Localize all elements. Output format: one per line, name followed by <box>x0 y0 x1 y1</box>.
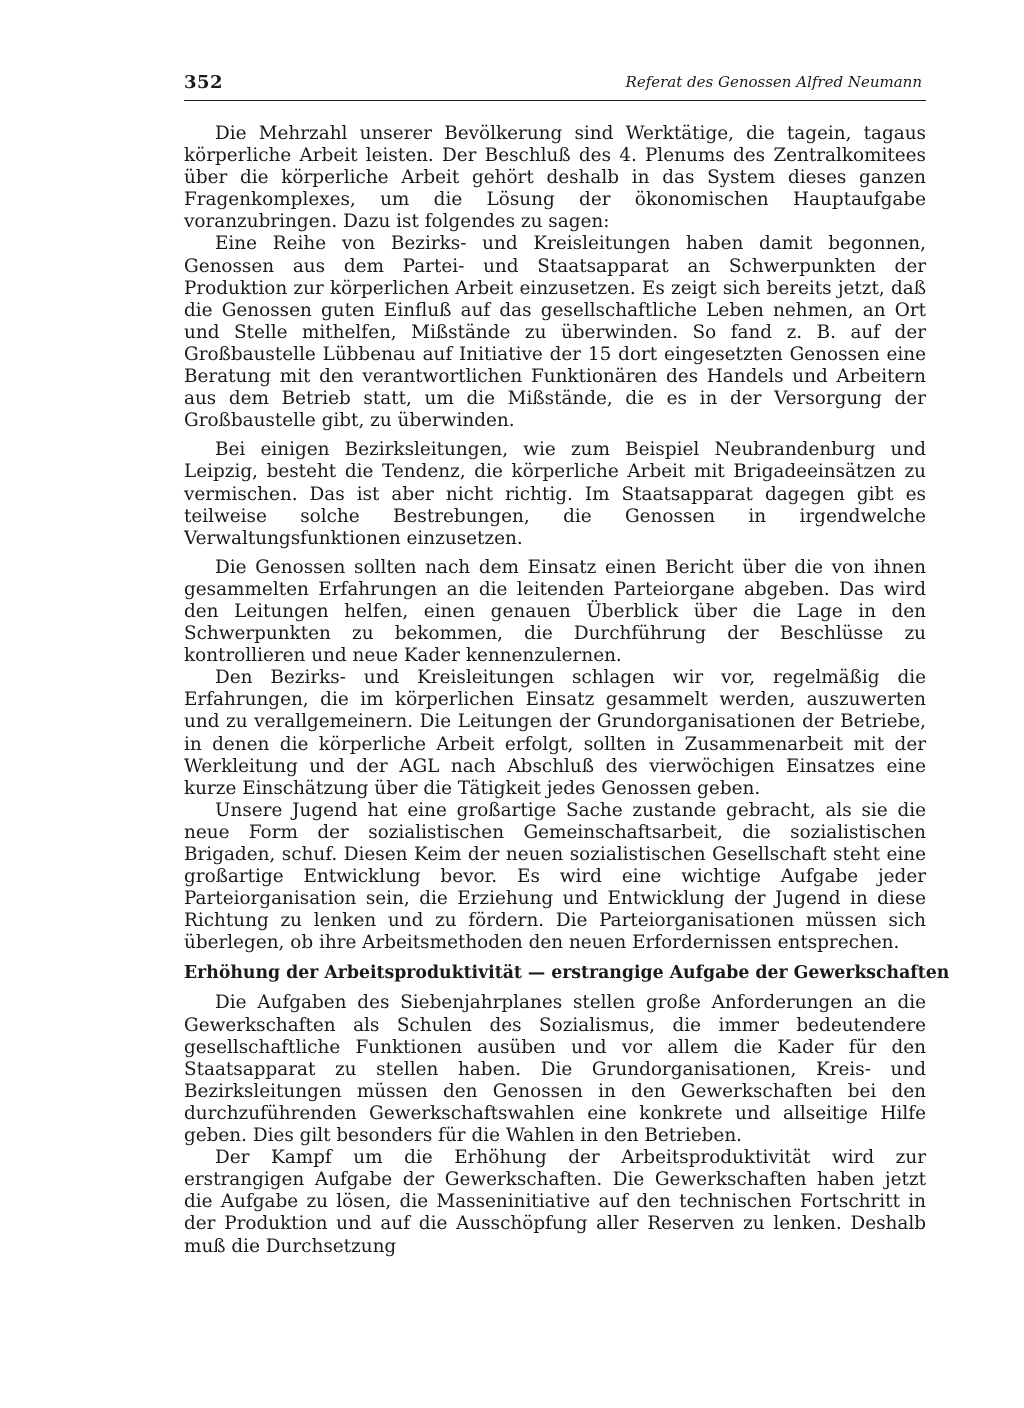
paragraph: Unsere Jugend hat eine großartige Sache zustande gebracht, als sie die neue Form der sozialistischen Gemeinschaftsarbeit, die sozialistischen Brigaden, schuf. Diesen Keim der neuen sozialistischen Gesellschaft steht eine großartige Entwicklung bevor. Es wird eine wichtige Aufgabe jeder Parteiorganisation sein, die Erziehung und Entwicklung der Jugend in diese Richtung zu lenken und zu fördern. Die Parteiorganisationen müssen sich überlegen, ob ihre Arbeitsmethoden den neuen Erfordernissen entsprechen. <box>184 799 926 954</box>
paragraph: Die Genossen sollten nach dem Einsatz einen Bericht über die von ihnen gesammelten Erfahrungen an die leitenden Parteiorgane abgeben. Das wird den Leitungen helfen, einen genauen Überblick über die Lage in den Schwerpunkten zu bekommen, die Durchführung der Beschlüsse zu kontrollieren und neue Kader kennenzulernen. <box>184 556 926 667</box>
paragraph: Die Mehrzahl unserer Bevölkerung sind Werktätige, die tagein, tagaus körperliche Arbeit leisten. Der Beschluß des 4. Plenums des Zentralkomitees über die körperliche Arbeit gehört deshalb in das System dieses ganzen Fragenkomplexes, um die Lösung der ökonomischen Hauptaufgabe voranzubringen. Dazu ist folgendes zu sagen: <box>184 123 926 233</box>
paragraph: Bei einigen Bezirksleitungen, wie zum Beispiel Neubrandenburg und Leipzig, besteht die Tendenz, die körperliche Arbeit mit Brigadeeinsätzen zu vermischen. Das ist aber nicht richtig. Im Staatsapparat dagegen gibt es teilweise solche Bestrebungen, die Genossen in irgendwelche Verwaltungsfunktionen einzusetzen. <box>184 439 926 549</box>
paragraph: Der Kampf um die Erhöhung der Arbeitsproduktivität wird zur erstrangigen Aufgabe der Gewerkschaften. Die Gewerkschaften haben jetzt die Aufgabe zu lösen, die Masseninitiative auf den technischen Fortschritt in der Produktion und auf die Ausschöpfung aller Reserven zu lenken. Deshalb muß die Durchsetzung <box>184 1147 926 1257</box>
section-heading: Erhöhung der Arbeitsproduktivität — erstrangige Aufgabe der Gewerkschaften <box>184 963 950 984</box>
book-page <box>184 68 950 1265</box>
page-header <box>184 68 926 101</box>
page-number: 352 <box>184 72 224 93</box>
page-body <box>184 123 950 1258</box>
running-head: Referat des Genossen Alfred Neumann <box>625 73 922 91</box>
paragraph: Den Bezirks- und Kreisleitungen schlagen wir vor, regelmäßig die Erfahrungen, die im körperlichen Einsatz gesammelt werden, auszuwerten und zu verallgemeinern. Die Leitungen der Grundorganisationen der Betriebe, in denen die körperliche Arbeit erfolgt, sollten in Zusammenarbeit mit der Werkleitung und der AGL nach Abschluß des vierwöchigen Einsatzes eine kurze Einschätzung über die Tätigkeit jedes Genossen geben. <box>184 667 926 799</box>
paragraph: Die Aufgaben des Siebenjahrplanes stellen große Anforderungen an die Gewerkschaften als Schulen des Sozialismus, die immer bedeutendere gesellschaftliche Funktionen ausüben und vor allem die Kader für den Staatsapparat zu stellen haben. Die Grundorganisationen, Kreis- und Bezirksleitungen müssen den Genossen in den Gewerkschaften bei den durchzuführenden Gewerkschaftswahlen eine konkrete und allseitige Hilfe geben. Dies gilt besonders für die Wahlen in den Betrieben. <box>184 992 926 1147</box>
paragraph: Eine Reihe von Bezirks- und Kreisleitungen haben damit begonnen, Genossen aus dem Partei- und Staatsapparat an Schwerpunkten der Produktion zur körperlichen Arbeit einzusetzen. Es zeigt sich bereits jetzt, daß die Genossen guten Einfluß auf das gesellschaftliche Leben nehmen, an Ort und Stelle mithelfen, Mißstände zu überwinden. So fand z. B. auf der Großbaustelle Lübbenau auf Initiative der 15 dort eingesetzten Genossen eine Beratung mit den verantwortlichen Funktionären des Handels und Arbeitern aus dem Betrieb statt, um die Mißstände, die es in der Versorgung der Großbaustelle gibt, zu überwinden. <box>184 233 926 432</box>
